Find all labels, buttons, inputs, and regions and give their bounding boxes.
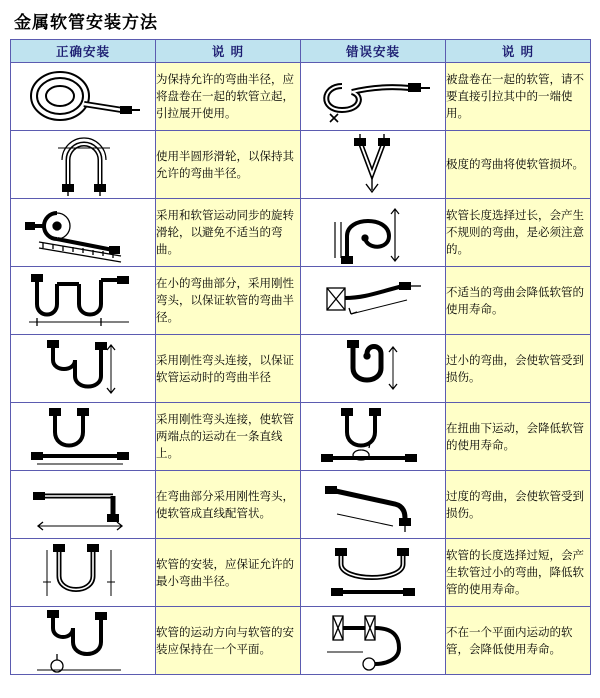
table-row <box>11 607 591 675</box>
header-wrong-note: 说 明 <box>446 40 591 63</box>
note-text: 被盘卷在一起的软管，请不要直接引拉其中的一端使用。 <box>446 63 591 131</box>
diagram-hose-too-long-irregular-loop <box>301 199 446 267</box>
note-text: 使用半圆形滑轮，以保持其允许的弯曲半径。 <box>156 131 301 199</box>
note-text: 软管的长度选择过短，会产生软管过小的弯曲，降低软管的使用寿命。 <box>446 539 591 607</box>
table-row <box>11 267 591 335</box>
table-row <box>11 539 591 607</box>
table-row <box>11 471 591 539</box>
note-text: 软管长度选择过长，会产生不规则的弯曲，是必须注意的。 <box>446 199 591 267</box>
header-wrong-install: 错误安装 <box>301 40 446 63</box>
diagram-rigid-elbow-straight-piping <box>11 471 156 539</box>
diagram-hose-over-semicircular-pulley <box>11 131 156 199</box>
diagram-minimum-bend-radius-u-loop <box>11 539 156 607</box>
note-text: 过小的弯曲，会使软管受到损伤。 <box>446 335 591 403</box>
note-text: 采用和软管运动同步的旋转滑轮，以避免不适当的弯曲。 <box>156 199 301 267</box>
diagram-hose-twisting-motion <box>301 403 446 471</box>
note-text: 采用刚性弯头连接，以保证软管运动时的弯曲半径 <box>156 335 301 403</box>
table-row <box>11 335 591 403</box>
note-text: 在小的弯曲部分，采用刚性弯头，以保证软管的弯曲半径。 <box>156 267 301 335</box>
diagram-excessive-bend-at-joint <box>301 471 446 539</box>
diagram-hose-on-rotating-sheave-track <box>11 199 156 267</box>
note-text: 采用刚性弯头连接，使软管两端点的运动在一条直线上。 <box>156 403 301 471</box>
note-text: 不在一个平面内运动的软管，会降低使用寿命。 <box>446 607 591 675</box>
diagram-motion-out-of-plane <box>301 607 446 675</box>
header-correct-note: 说 明 <box>156 40 301 63</box>
note-text: 过度的弯曲，会使软管受到损伤。 <box>446 471 591 539</box>
diagram-coiled-hose-roll <box>11 63 156 131</box>
page-title: 金属软管安装方法 <box>14 13 158 33</box>
diagram-rigid-elbows-straight-line-motion <box>11 403 156 471</box>
note-text: 软管的运动方向与软管的安装应保持在一个平面。 <box>156 607 301 675</box>
note-text: 不适当的弯曲会降低软管的使用寿命。 <box>446 267 591 335</box>
table-row <box>11 403 591 471</box>
diagram-motion-plane-aligned-with-install-plane <box>11 607 156 675</box>
diagram-too-small-u-bend <box>301 335 446 403</box>
note-text: 为保持允许的弯曲半径，应将盘卷在一起的软管立起，引拉展开使用。 <box>156 63 301 131</box>
note-text: 在弯曲部分采用刚性弯头，使软管成直线配管状。 <box>156 471 301 539</box>
table-row <box>11 199 591 267</box>
diagram-hose-too-long-slack-loop <box>301 539 446 607</box>
table-row <box>11 131 591 199</box>
diagram-coiled-hose-pulled-straight <box>301 63 446 131</box>
table-header-row <box>11 40 591 63</box>
header-correct-install: 正确安装 <box>11 40 156 63</box>
diagram-rigid-elbow-u-connection <box>11 335 156 403</box>
diagram-rigid-bend-small-radius-section <box>11 267 156 335</box>
diagram-hose-sharp-v-bend <box>301 131 446 199</box>
note-text: 软管的安装，应保证允许的最小弯曲半径。 <box>156 539 301 607</box>
diagram-improper-bend-at-fitting <box>301 267 446 335</box>
table-row <box>11 63 591 131</box>
note-text: 在扭曲下运动，会降低软管的使用寿命。 <box>446 403 591 471</box>
note-text: 极度的弯曲将使软管损坏。 <box>446 131 591 199</box>
installation-method-table <box>10 39 591 675</box>
